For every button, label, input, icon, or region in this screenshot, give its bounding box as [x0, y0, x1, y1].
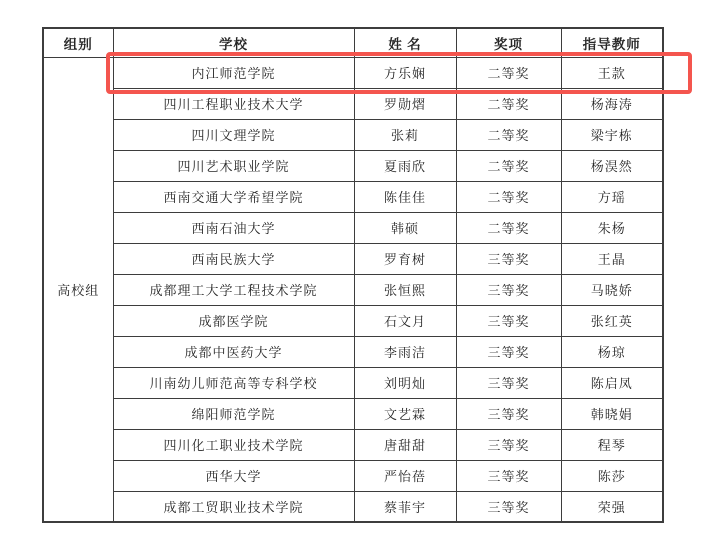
table-row: [43, 398, 663, 429]
teacher-cell: 陈启凤: [561, 367, 663, 398]
school-cell: 成都中医药大学: [113, 336, 354, 367]
name-cell: 罗育树: [354, 243, 456, 274]
group-cell: 高校组: [43, 57, 113, 522]
table-row: [43, 429, 663, 460]
award-cell: 二等奖: [456, 88, 561, 119]
table-row: [43, 181, 663, 212]
table-row: [43, 336, 663, 367]
table-row: [43, 88, 663, 119]
header-row: [43, 28, 663, 57]
table-row: [43, 150, 663, 181]
name-cell: 唐甜甜: [354, 429, 456, 460]
name-cell: 罗勋熠: [354, 88, 456, 119]
teacher-cell: 王晶: [561, 243, 663, 274]
award-cell: 三等奖: [456, 243, 561, 274]
table-row: [43, 119, 663, 150]
school-cell: 成都医学院: [113, 305, 354, 336]
school-cell: 西华大学: [113, 460, 354, 491]
school-cell: 川南幼儿师范高等专科学校: [113, 367, 354, 398]
table-row: [43, 212, 663, 243]
teacher-cell: 程琴: [561, 429, 663, 460]
award-cell: 三等奖: [456, 429, 561, 460]
table-row: [43, 305, 663, 336]
table-row: [43, 57, 663, 88]
teacher-cell: 王款: [561, 57, 663, 88]
name-cell: 夏雨欣: [354, 150, 456, 181]
table-row: [43, 491, 663, 522]
table-row: [43, 367, 663, 398]
teacher-cell: 梁宇栋: [561, 119, 663, 150]
teacher-cell: 杨淏然: [561, 150, 663, 181]
teacher-cell: 杨海涛: [561, 88, 663, 119]
header-group: 组别: [43, 28, 113, 57]
school-cell: 西南石油大学: [113, 212, 354, 243]
table-row: [43, 460, 663, 491]
teacher-cell: 方瑶: [561, 181, 663, 212]
teacher-cell: 马晓娇: [561, 274, 663, 305]
school-cell: 四川艺术职业学院: [113, 150, 354, 181]
award-table: [42, 27, 664, 523]
name-cell: 韩硕: [354, 212, 456, 243]
header-name: 姓 名: [354, 28, 456, 57]
award-cell: 二等奖: [456, 212, 561, 243]
name-cell: 刘明灿: [354, 367, 456, 398]
teacher-cell: 杨琼: [561, 336, 663, 367]
name-cell: 文艺霖: [354, 398, 456, 429]
table-body: [43, 57, 663, 522]
award-cell: 二等奖: [456, 150, 561, 181]
school-cell: 成都工贸职业技术学院: [113, 491, 354, 522]
school-cell: 四川化工职业技术学院: [113, 429, 354, 460]
award-cell: 二等奖: [456, 119, 561, 150]
teacher-cell: 韩晓娟: [561, 398, 663, 429]
school-cell: 四川工程职业技术大学: [113, 88, 354, 119]
name-cell: 方乐娴: [354, 57, 456, 88]
teacher-cell: 荣强: [561, 491, 663, 522]
award-cell: 三等奖: [456, 460, 561, 491]
school-cell: 绵阳师范学院: [113, 398, 354, 429]
award-cell: 二等奖: [456, 57, 561, 88]
award-cell: 二等奖: [456, 181, 561, 212]
award-cell: 三等奖: [456, 274, 561, 305]
award-cell: 三等奖: [456, 336, 561, 367]
name-cell: 张莉: [354, 119, 456, 150]
name-cell: 李雨洁: [354, 336, 456, 367]
school-cell: 成都理工大学工程技术学院: [113, 274, 354, 305]
name-cell: 严怡蓓: [354, 460, 456, 491]
teacher-cell: 张红英: [561, 305, 663, 336]
school-cell: 内江师范学院: [113, 57, 354, 88]
award-cell: 三等奖: [456, 398, 561, 429]
school-cell: 西南交通大学希望学院: [113, 181, 354, 212]
award-cell: 三等奖: [456, 367, 561, 398]
table-row: [43, 274, 663, 305]
name-cell: 张恒熙: [354, 274, 456, 305]
header-school: 学校: [113, 28, 354, 57]
name-cell: 石文月: [354, 305, 456, 336]
teacher-cell: 陈莎: [561, 460, 663, 491]
school-cell: 西南民族大学: [113, 243, 354, 274]
award-cell: 三等奖: [456, 305, 561, 336]
name-cell: 陈佳佳: [354, 181, 456, 212]
table-row: [43, 243, 663, 274]
header-award: 奖项: [456, 28, 561, 57]
award-cell: 三等奖: [456, 491, 561, 522]
name-cell: 蔡菲宇: [354, 491, 456, 522]
header-teacher: 指导教师: [561, 28, 663, 57]
school-cell: 四川文理学院: [113, 119, 354, 150]
teacher-cell: 朱杨: [561, 212, 663, 243]
